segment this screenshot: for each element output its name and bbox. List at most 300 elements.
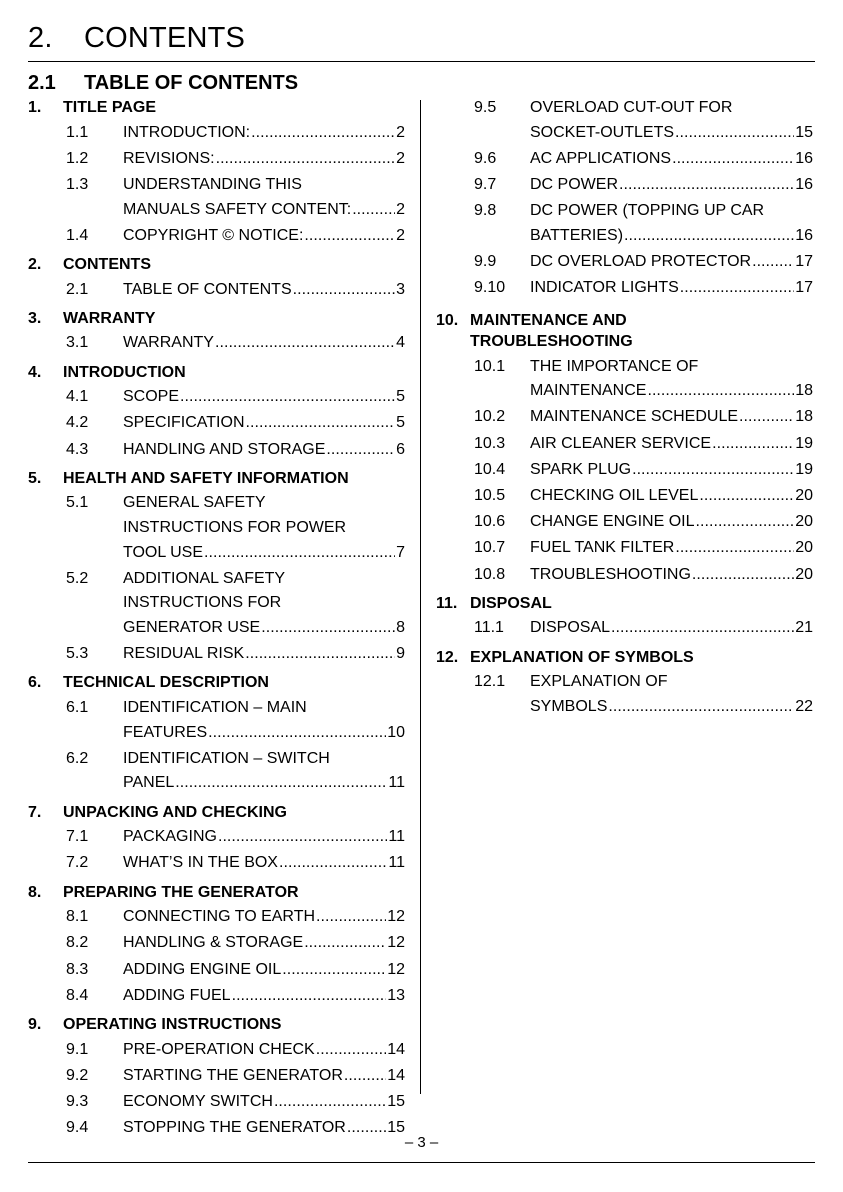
toc-entry-number: 8.3 [66, 960, 89, 978]
toc-entry [66, 387, 405, 412]
toc-entry-title-row [530, 434, 813, 454]
toc-entry-page: 2 [396, 123, 405, 141]
toc-entry-number: 10.4 [474, 460, 506, 478]
toc-entry-title [123, 1092, 405, 1112]
toc-entry-number: 3.1 [66, 334, 89, 352]
toc-entry-title [530, 512, 813, 532]
toc-entry-title [123, 749, 405, 794]
toc-entry-page: 20 [795, 487, 813, 504]
toc-entry-title [123, 175, 405, 220]
toc-section-title: CONTENTS [63, 256, 151, 273]
toc-entry-number: 10.5 [474, 487, 506, 504]
toc-entry-title-row [530, 697, 813, 717]
toc-entry-title [530, 98, 813, 143]
toc-entry-title-row [530, 175, 813, 195]
toc-entry [66, 1092, 405, 1117]
toc-entry-page: 19 [795, 460, 813, 478]
toc-entry [66, 440, 405, 465]
toc-entry-title-line: DC POWER [530, 176, 618, 193]
toc-dot-leader [695, 512, 794, 532]
toc-entry-title-line: TABLE OF CONTENTS [123, 280, 292, 298]
toc-section-number: 12. [436, 648, 459, 666]
toc-entry [66, 175, 405, 224]
toc-entry-title-row [123, 1066, 405, 1086]
toc-entry-page: 10 [387, 723, 405, 741]
toc-entry-number: 10.8 [474, 565, 506, 583]
toc-entry-number: 9.10 [474, 279, 506, 297]
toc-entry-title [123, 1066, 405, 1086]
toc-entry-page: 16 [795, 149, 813, 167]
toc-entry [474, 252, 813, 277]
toc-entry-number: 9.5 [474, 99, 497, 116]
toc-entry-title-line: DISPOSAL [530, 619, 611, 637]
toc-entry-title-line: PRE-OPERATION CHECK [123, 1040, 315, 1058]
toc-entry-number: 9.1 [66, 1040, 89, 1058]
toc-entry-page: 5 [396, 388, 405, 406]
toc-entry-title-line: TOOL USE [123, 543, 204, 561]
toc-entry [66, 933, 405, 958]
toc-entry-page: 2 [396, 200, 405, 218]
toc-entry-number: 10.1 [474, 357, 506, 375]
toc-entry-title [530, 672, 813, 717]
toc-section-number: 9. [28, 1016, 42, 1033]
toc-entry-number: 5.2 [66, 569, 89, 587]
toc-entry-number: 5.1 [66, 494, 89, 512]
toc-dot-leader [326, 440, 395, 460]
toc-section-number: 2. [28, 256, 42, 273]
toc-entry-page: 22 [795, 697, 813, 715]
toc-entry-title [123, 333, 405, 353]
toc-entry-title-line: ADDING FUEL [123, 986, 231, 1004]
toc-entry-page: 20 [795, 539, 813, 557]
toc-entry-number: 1.3 [66, 176, 89, 193]
toc-entry-title-row [123, 986, 405, 1006]
toc-entry-page: 16 [795, 176, 813, 193]
toc-dot-leader [632, 460, 794, 480]
toc-entry-number: 6.1 [66, 699, 89, 716]
toc-section-title: OPERATING INSTRUCTIONS [63, 1016, 282, 1033]
page-number: – 3 – [404, 1134, 439, 1151]
toc-entry-page: 20 [795, 565, 813, 583]
toc-dot-leader [304, 933, 386, 953]
toc-entry-title [530, 407, 813, 427]
toc-entry-title-row [123, 853, 405, 873]
toc-entry-page: 8 [396, 618, 405, 636]
toc-section-title: TITLE PAGE [63, 99, 157, 116]
toc-entry-title [123, 1040, 405, 1060]
toc-entry-title-line: WHAT’S IN THE BOX [123, 854, 278, 872]
toc-dot-leader [675, 123, 794, 143]
toc-entry-page: 16 [795, 226, 813, 244]
toc-section-title: UNPACKING AND CHECKING [63, 803, 287, 821]
toc-entry-title-line: DC OVERLOAD PROTECTOR [530, 253, 752, 270]
toc-entry-title-line: SYMBOLS [530, 697, 608, 715]
toc-entry-title-row [123, 543, 405, 563]
section-heading-title: TABLE OF CONTENTS [84, 72, 299, 94]
toc-entry-page: 12 [387, 908, 405, 926]
toc-entry-title [530, 149, 813, 169]
toc-entry [474, 175, 813, 200]
toc-section-number: 10. [436, 312, 459, 330]
toc-entry-page: 14 [387, 1040, 405, 1058]
toc-entry-title-row [123, 149, 405, 169]
toc-entry-title-row [530, 512, 813, 532]
toc-entry-title-row [530, 407, 813, 427]
toc-entry-title-row [530, 618, 813, 638]
toc-entry-page: 11 [388, 774, 405, 792]
toc-entry-page: 6 [396, 440, 405, 458]
toc-entry [66, 698, 405, 747]
toc-entry-title-row [530, 252, 813, 272]
toc-entry-number: 6.2 [66, 749, 89, 767]
toc-entry [474, 618, 813, 643]
toc-entry [474, 434, 813, 459]
toc-entry-title [123, 226, 405, 246]
toc-section-title: WARRANTY [63, 309, 156, 327]
toc-entry-page: 19 [795, 434, 813, 452]
toc-entry-title [530, 434, 813, 454]
section-heading [28, 72, 298, 95]
toc-entry-title-row [123, 1040, 405, 1060]
toc-section-title: DISPOSAL [470, 594, 552, 612]
toc-entry-title-line: BATTERIES) [530, 226, 624, 244]
toc-entry-title-line: MAINTENANCE [530, 382, 647, 400]
toc-section-number: 7. [28, 803, 42, 821]
toc-entry-title-row [123, 200, 405, 220]
toc-entry-title-line: THE IMPORTANCE OF [530, 357, 699, 375]
toc-entry [66, 569, 405, 643]
toc-entry-page: 11 [388, 854, 405, 872]
toc-entry-title-line: HANDLING AND STORAGE [123, 440, 326, 458]
toc-entry [474, 486, 813, 511]
toc-entry-page: 17 [795, 279, 813, 297]
toc-entry-title-line: INSTRUCTIONS FOR POWER [123, 518, 347, 536]
toc-dot-leader [699, 486, 794, 506]
toc-entry [66, 853, 405, 878]
toc-entry-title-line: DC POWER (TOPPING UP CAR [530, 202, 765, 220]
toc-dot-leader [261, 618, 395, 638]
toc-entry-page: 5 [396, 414, 405, 432]
toc-section-title: EXPLANATION OF SYMBOLS [470, 648, 694, 666]
toc-entry-title [530, 357, 813, 402]
toc-entry-title [123, 644, 405, 664]
toc-entry-number: 1.1 [66, 123, 89, 141]
toc-dot-leader [232, 986, 387, 1006]
toc-dot-leader [218, 827, 387, 847]
toc-dot-leader [619, 175, 794, 195]
toc-entry [474, 357, 813, 406]
toc-dot-leader [279, 853, 387, 873]
toc-dot-leader [245, 644, 395, 664]
toc-entry-title-row [530, 149, 813, 169]
toc-entry-title-row [530, 486, 813, 506]
toc-entry-number: 9.3 [66, 1093, 89, 1110]
toc-entry-title-row [123, 960, 405, 980]
toc-entry-title-line: INSTRUCTIONS FOR [123, 594, 282, 612]
toc-dot-leader [752, 252, 794, 272]
toc-entry [66, 1066, 405, 1091]
toc-entry-title-line: STARTING THE GENERATOR [123, 1066, 343, 1084]
toc-section-number: 5. [28, 469, 42, 487]
toc-entry-title [123, 960, 405, 980]
toc-entry-number: 4.1 [66, 388, 89, 406]
toc-section-title: TECHNICAL DESCRIPTION [63, 674, 269, 692]
toc-entry-title [123, 698, 405, 743]
toc-entry-number: 10.7 [474, 539, 506, 557]
toc-dot-leader [647, 381, 794, 401]
toc-dot-leader [680, 278, 794, 298]
toc-section-number: 3. [28, 309, 42, 327]
toc-entry-title-line: FUEL TANK FILTER [530, 539, 675, 557]
toc-entry-title-line: INTRODUCTION: [123, 123, 251, 141]
toc-entry [66, 749, 405, 798]
toc-entry-page: 7 [396, 543, 405, 561]
toc-entry-number: 7.2 [66, 854, 89, 872]
toc-entry [474, 98, 813, 147]
toc-entry-title-row [530, 460, 813, 480]
toc-dot-leader [204, 543, 395, 563]
toc-entry-title-line: ADDING ENGINE OIL [123, 960, 282, 978]
toc-entry-title [123, 440, 405, 460]
toc-dot-leader [304, 226, 395, 246]
toc-section-title: MAINTENANCE AND [470, 312, 627, 330]
toc-entry-title-line: STOPPING THE GENERATOR [123, 1119, 346, 1137]
toc-entry-title-row [123, 280, 405, 300]
toc-entry-title-row [123, 933, 405, 953]
toc-entry-title [530, 618, 813, 638]
toc-entry-title-row [123, 413, 405, 433]
toc-entry-title [530, 252, 813, 272]
page-heading-number: 2. [28, 22, 53, 54]
toc-entry-title-line: MAINTENANCE SCHEDULE [530, 408, 739, 426]
toc-entry [474, 512, 813, 537]
toc-entry-number: 9.8 [474, 202, 497, 220]
toc-section-title: PREPARING THE GENERATOR [63, 883, 299, 901]
toc-entry [66, 986, 405, 1011]
toc-dot-leader [624, 226, 794, 246]
toc-entry-title [123, 493, 405, 562]
toc-entry-number: 10.3 [474, 434, 506, 452]
toc-entry-title-line: AIR CLEANER SERVICE [530, 434, 712, 452]
toc-section-number: 11. [436, 594, 458, 612]
toc-entry-number: 8.2 [66, 934, 89, 952]
toc-entry [66, 907, 405, 932]
toc-dot-leader [180, 387, 395, 407]
top-rule [28, 61, 815, 62]
toc-dot-leader [274, 1092, 386, 1112]
toc-entry-title [123, 827, 405, 847]
toc-entry-title-line: PACKAGING [123, 828, 217, 846]
toc-entry-title [123, 123, 405, 143]
toc-section-title-line2: TROUBLESHOOTING [470, 333, 633, 350]
toc-entry [66, 123, 405, 148]
toc-entry [474, 149, 813, 174]
toc-entry-title [123, 413, 405, 433]
toc-entry-title [123, 907, 405, 927]
toc-section-number: 6. [28, 674, 42, 692]
toc-dot-leader [282, 960, 386, 980]
toc-entry [66, 960, 405, 985]
toc-entry-title-row [123, 644, 405, 664]
toc-entry-title-line: GENERAL SAFETY [123, 494, 266, 512]
toc-entry [66, 413, 405, 438]
toc-entry-title-line: IDENTIFICATION – MAIN [123, 699, 307, 716]
toc-entry-title-row [530, 538, 813, 558]
toc-entry-title-line: INDICATOR LIGHTS [530, 279, 679, 297]
toc-entry-title-line: PANEL [123, 774, 175, 792]
toc-dot-leader [208, 723, 386, 743]
toc-entry-title-line: SCOPE [123, 388, 180, 406]
toc-entry-number: 8.1 [66, 908, 89, 926]
toc-entry-page: 12 [387, 960, 405, 978]
toc-entry-title-line: COPYRIGHT © NOTICE: [123, 226, 304, 244]
toc-entry-title-line: AC APPLICATIONS [530, 149, 672, 167]
toc-entry-title-line: ADDITIONAL SAFETY [123, 569, 286, 587]
toc-entry-title-row [123, 827, 405, 847]
toc-entry [66, 280, 405, 305]
toc-dot-leader [675, 538, 794, 558]
toc-entry-page: 15 [387, 1119, 405, 1137]
toc-entry-page: 18 [795, 408, 813, 426]
toc-entry-title-row [123, 1092, 405, 1112]
toc-entry [474, 460, 813, 485]
toc-entry-number: 10.2 [474, 408, 506, 426]
toc-dot-leader [352, 200, 395, 220]
toc-entry-page: 11 [388, 828, 405, 846]
toc-entry-number: 9.7 [474, 176, 497, 193]
toc-entry-page: 3 [396, 280, 405, 298]
toc-entry [66, 1040, 405, 1065]
toc-dot-leader [712, 434, 794, 454]
toc-entry-number: 10.6 [474, 513, 506, 531]
toc-entry-title-line: UNDERSTANDING THIS [123, 176, 302, 193]
toc-entry-page: 2 [396, 226, 405, 244]
toc-entry-title-row [530, 123, 813, 143]
toc-entry [66, 149, 405, 174]
toc-entry-title [530, 460, 813, 480]
toc-section-number: 8. [28, 883, 42, 901]
toc-entry-number: 4.3 [66, 440, 89, 458]
toc-dot-leader [246, 413, 396, 433]
toc-section-title: HEALTH AND SAFETY INFORMATION [63, 469, 349, 487]
column-divider [420, 100, 421, 1094]
toc-entry [474, 278, 813, 303]
toc-entry-title-line: GENERATOR USE [123, 618, 261, 636]
toc-entry-number: 12.1 [474, 673, 506, 691]
toc-entry-number: 1.2 [66, 149, 89, 167]
toc-entry-title [530, 565, 813, 585]
toc-entry-page: 2 [396, 149, 405, 167]
page-heading [28, 22, 245, 55]
toc-entry-title-row [123, 387, 405, 407]
toc-entry-title-row [530, 226, 813, 246]
toc-entry [66, 493, 405, 567]
toc-entry-title-row [123, 907, 405, 927]
toc-entry-page: 12 [387, 934, 405, 952]
toc-entry [474, 672, 813, 721]
toc-entry-title [530, 201, 813, 246]
toc-entry [66, 333, 405, 358]
toc-entry-page: 4 [396, 334, 405, 352]
toc-entry-title-line: MANUALS SAFETY CONTENT: [123, 200, 352, 218]
toc-entry-number: 2.1 [66, 280, 89, 298]
toc-entry-title-line: TROUBLESHOOTING [530, 565, 691, 583]
toc-entry-title-line: SOCKET-OUTLETS [530, 123, 675, 141]
toc-entry-page: 15 [387, 1093, 405, 1110]
toc-entry [474, 407, 813, 432]
toc-entry-title-line: FEATURES [123, 723, 208, 741]
toc-dot-leader [316, 1040, 386, 1060]
toc-entry-title-row [530, 278, 813, 298]
toc-dot-leader [672, 149, 794, 169]
toc-entry-number: 9.9 [474, 253, 497, 270]
toc-entry-number: 9.2 [66, 1066, 89, 1084]
toc-entry-title-line: CHANGE ENGINE OIL [530, 513, 695, 531]
toc-entry-title [123, 986, 405, 1006]
toc-entry-title [123, 853, 405, 873]
toc-dot-leader [216, 149, 396, 169]
toc-entry-title-row [123, 333, 405, 353]
toc-entry-title-line: RESIDUAL RISK [123, 645, 245, 663]
toc-entry-title [123, 569, 405, 638]
toc-entry-page: 20 [795, 513, 813, 531]
toc-dot-leader [175, 773, 387, 793]
toc-entry [66, 644, 405, 669]
toc-entry-title-line: HANDLING & STORAGE [123, 934, 304, 952]
toc-entry [474, 201, 813, 250]
toc-dot-leader [316, 907, 386, 927]
toc-entry-number: 1.4 [66, 226, 89, 244]
toc-entry [66, 226, 405, 251]
toc-entry-title-line: CHECKING OIL LEVEL [530, 487, 699, 504]
toc-dot-leader [692, 565, 794, 585]
toc-entry-page: 15 [795, 123, 813, 141]
toc-entry-title [123, 387, 405, 407]
toc-entry-page: 9 [396, 645, 405, 663]
toc-entry-title-row [123, 773, 405, 793]
toc-entry-title-line: OVERLOAD CUT-OUT FOR [530, 99, 733, 116]
toc-dot-leader [739, 407, 794, 427]
toc-section-number: 4. [28, 363, 42, 381]
toc-entry-title [530, 175, 813, 195]
toc-entry-number: 8.4 [66, 986, 89, 1004]
toc-entry-number: 7.1 [66, 828, 89, 846]
toc-entry-number: 4.2 [66, 414, 89, 432]
toc-entry-number: 11.1 [474, 619, 504, 637]
page-heading-title: CONTENTS [84, 22, 246, 54]
toc-entry-title-line: REVISIONS: [123, 149, 215, 167]
toc-entry-title-line: IDENTIFICATION – SWITCH [123, 749, 330, 767]
toc-entry-page: 18 [795, 382, 813, 400]
toc-entry-title-line: CONNECTING TO EARTH [123, 908, 316, 926]
toc-dot-leader [215, 333, 395, 353]
toc-entry-number: 9.4 [66, 1119, 89, 1137]
toc-entry [474, 538, 813, 563]
section-heading-number: 2.1 [28, 72, 56, 94]
bottom-rule [28, 1162, 815, 1163]
toc-entry-title-line: WARRANTY [123, 334, 214, 352]
toc-entry-title-line: EXPLANATION OF [530, 673, 668, 691]
toc-entry-page: 13 [387, 986, 405, 1004]
toc-entry-title-row [123, 226, 405, 246]
toc-entry-page: 21 [795, 619, 813, 637]
toc-entry-title [123, 933, 405, 953]
toc-entry-title-row [123, 440, 405, 460]
toc-entry [474, 565, 813, 590]
toc-entry-title [530, 278, 813, 298]
toc-entry-page: 17 [795, 253, 813, 270]
toc-entry-title-row [530, 565, 813, 585]
